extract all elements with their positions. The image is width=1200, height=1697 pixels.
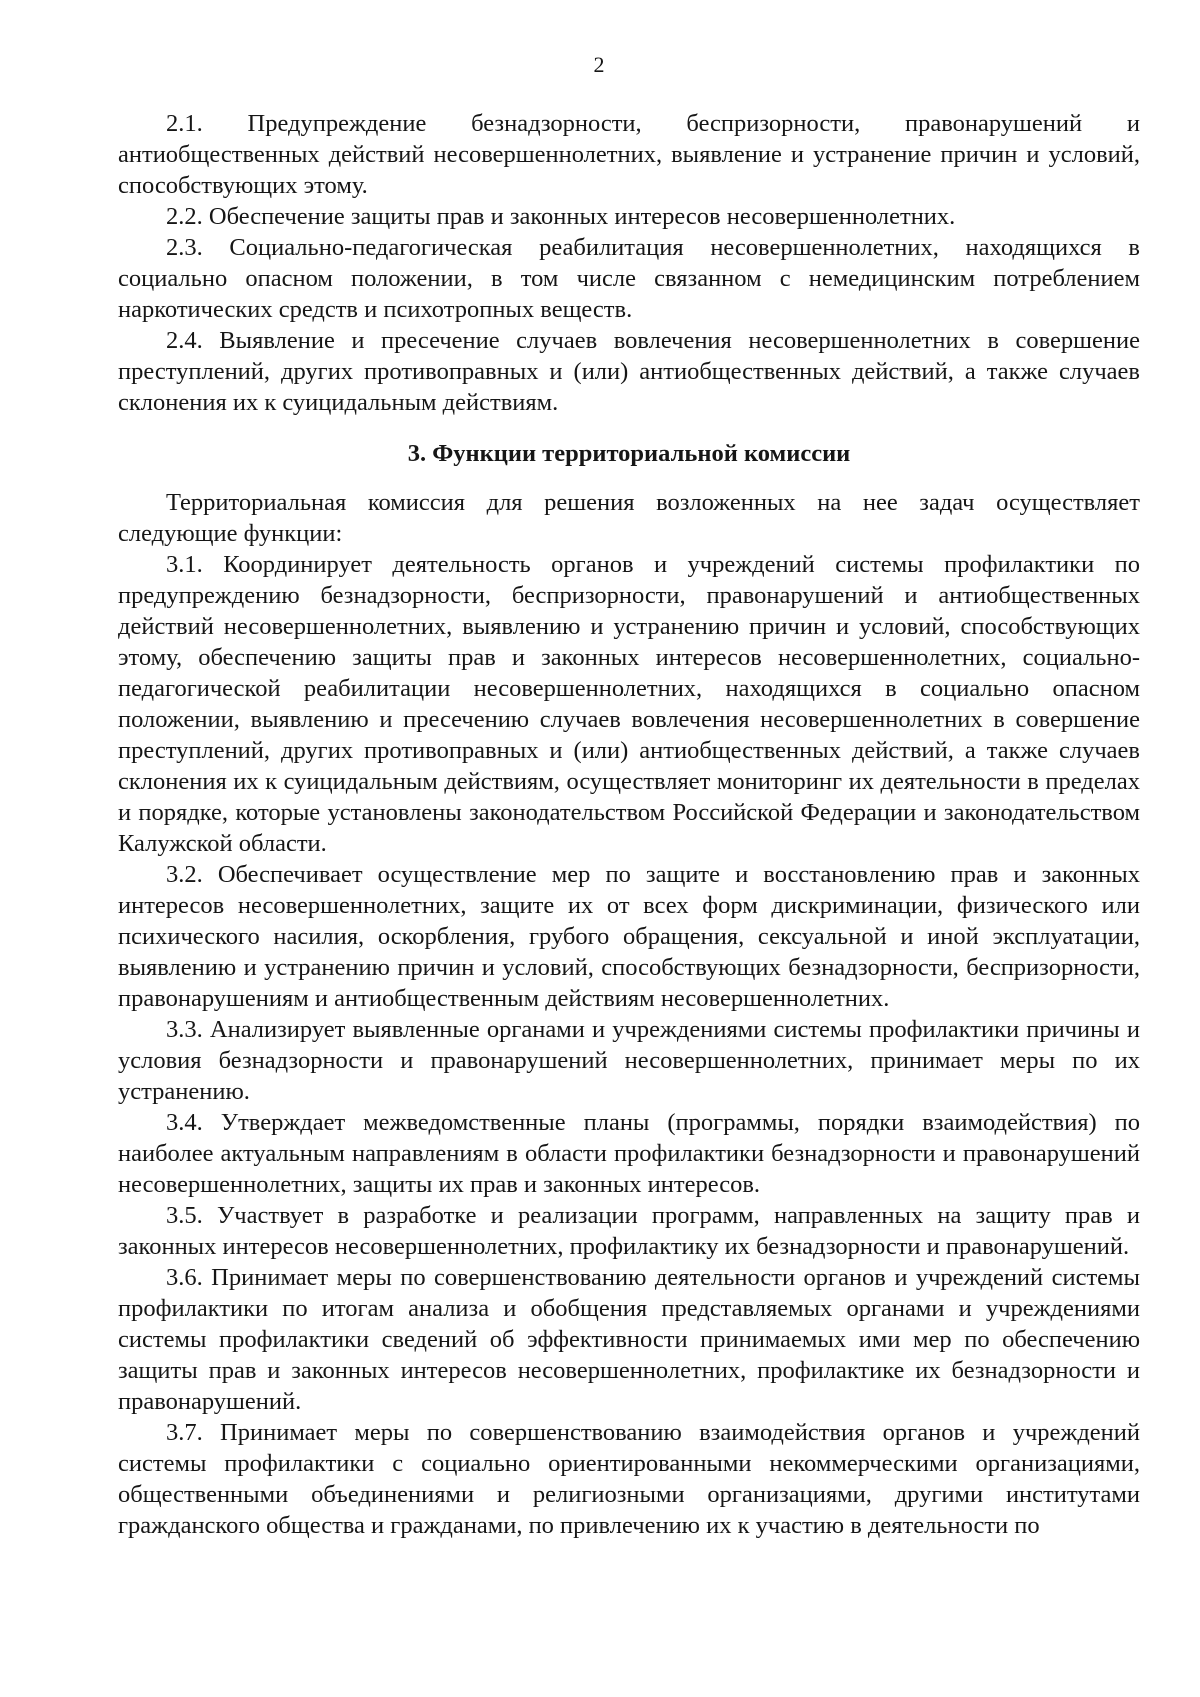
section-intro: Территориальная комиссия для решения возложенных на нее задач осуществляет следующие функции: [118, 489, 1140, 547]
paragraph-3-5: 3.5. Участвует в разработке и реализации программ, направленных на защиту прав и законных интересов несовершеннолетних, профилактику их безнадзорности и правонарушений. [118, 1202, 1140, 1260]
paragraph-3-2: 3.2. Обеспечивает осуществление мер по защите и восстановлению прав и законных интересов несовершеннолетних, защите их от всех форм дискриминации, физического или психического насилия, оскорбления, грубого обращения, сексуальной и иной эксплуатации, выявлению и устранению причин и условий, способствующих безнадзорности, беспризорности, правонарушениям и антиобщественным действиям несовершеннолетних. [118, 861, 1140, 1012]
paragraph-2-1: 2.1. Предупреждение безнадзорности, беспризорности, правонарушений и антиобщественных действий несовершеннолетних, выявление и устранение причин и условий, способствующих этому. [118, 110, 1140, 199]
paragraph-3-7: 3.7. Принимает меры по совершенствованию взаимодействия органов и учреждений системы профилактики с социально ориентированными некоммерческими организациями, общественными объединениями и религиозными организациями, другими институтами гражданского общества и гражданами, по привлечению их к участию в деятельности по [118, 1419, 1140, 1539]
paragraph-3-3: 3.3. Анализирует выявленные органами и учреждениями системы профилактики причины и условия безнадзорности и правонарушений несовершеннолетних, принимает меры по их устранению. [118, 1016, 1140, 1105]
paragraph-3-4: 3.4. Утверждает межведомственные планы (программы, порядки взаимодействия) по наиболее актуальным направлениям в области профилактики безнадзорности и правонарушений несовершеннолетних, защиты их прав и законных интересов. [118, 1109, 1140, 1198]
section-heading: 3. Функции территориальной комиссии [407, 440, 851, 467]
paragraph-2-3: 2.3. Социально-педагогическая реабилитация несовершеннолетних, находящихся в социально опасном положении, в том числе связанном с немедицинским потреблением наркотических средств и психотропных веществ. [118, 234, 1140, 323]
paragraph-3-6: 3.6. Принимает меры по совершенствованию деятельности органов и учреждений системы профилактики по итогам анализа и обобщения представляемых органами и учреждениями системы профилактики сведений об эффективности принимаемых ими мер по обеспечению защиты прав и законных интересов несовершеннолетних, профилактике их безнадзорности и правонарушений. [118, 1264, 1140, 1415]
paragraph-2-2: 2.2. Обеспечение защиты прав и законных интересов несовершеннолетних. [166, 203, 956, 230]
paragraph-3-1: 3.1. Координирует деятельность органов и учреждений системы профилактики по предупреждению безнадзорности, беспризорности, правонарушений и антиобщественных действий несовершеннолетних, выявлению и устранению причин и условий, способствующих этому, обеспечению защиты прав и законных интересов несовершеннолетних, социально-педагогической реабилитации несовершеннолетних, находящихся в социально опасном положении, выявлению и пресечению случаев вовлечения несовершеннолетних в совершение преступлений, других противоправных и (или) антиобщественных действий, а также случаев склонения их к суицидальным действиям, осуществляет мониторинг их деятельности в пределах и порядке, которые установлены законодательством Российской Федерации и законодательством Калужской области. [118, 551, 1140, 857]
paragraph-2-4: 2.4. Выявление и пресечение случаев вовлечения несовершеннолетних в совершение преступлений, других противоправных и (или) антиобщественных действий, а также случаев склонения их к суицидальным действиям. [118, 327, 1140, 416]
page-number: 2 [593, 52, 605, 77]
